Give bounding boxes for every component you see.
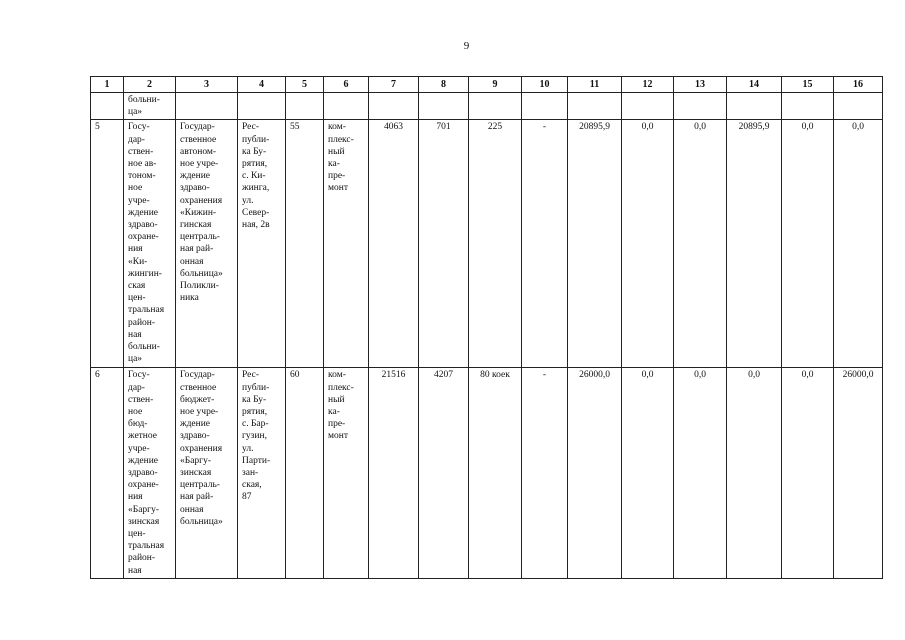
table-cell: 26000,0 [579,370,610,381]
table-cell: 21516 [381,370,406,381]
col-header: 4 [238,77,286,93]
table-cell: 0,0 [641,370,654,381]
table-cell: 4207 [434,370,453,381]
col-header: 15 [782,77,834,93]
col-header: 8 [419,77,469,93]
table-cell: Государ- ственное автоном- ное учре- ждение здраво- охранения «Кижин- гинская централь- ная рай- онная больница» Поликли- ника [180,122,223,304]
table-cell: Госу- дар- ствен- ное бюд- жетное учре- ждение здраво- охране- ния «Баргу- зинская цен- тральная район- ная [128,370,165,576]
col-header: 14 [727,77,782,93]
table-cell: ком- плекс- ный ка- пре- монт [328,122,354,194]
continuation-row [91,93,883,120]
col-header: 10 [522,77,568,93]
table-cell: ком- плекс- ный ка- пре- монт [328,370,354,442]
table-cell: больни- ца» [128,95,160,118]
table-cell: 60 [290,370,300,381]
col-header: 5 [286,77,324,93]
page-number: 9 [463,40,470,52]
col-header: 7 [369,77,419,93]
table-cell: - [542,122,547,133]
table-cell: 0,0 [748,370,760,381]
table-cell: Рес- публи- ка Бу- рятия, с. Бар- гузин, ул. Парти- зан- ская, 87 [242,370,271,503]
col-header: 1 [91,77,124,93]
table-cell: Рес- публи- ка Бу- рятия, с. Ки- жинга, ул. Север- ная, 2в [242,122,270,231]
table-cell: 4063 [384,122,403,133]
table-cell: Госу- дар- ствен- ное ав- тоном- ное учре- ждение здраво- охране- ния «Ки- жингин- ская цен- тральная район- ная больни- ца» [128,122,165,365]
data-table [90,76,883,579]
table-cell: 20895,9 [738,122,770,133]
table-cell: - [542,370,547,381]
table-cell: 0,0 [852,122,864,133]
col-header: 2 [124,77,176,93]
table-cell: 26000,0 [842,370,874,381]
col-header: 9 [469,77,522,93]
col-header: 6 [324,77,369,93]
table-cell: 701 [436,122,451,133]
table-cell: 0,0 [801,122,814,133]
table-cell: Государ- ственное бюджет- ное учре- ждение здраво- охранения «Баргу- зинская централь- ная рай- онная больница» [180,370,223,527]
col-header: 16 [834,77,883,93]
col-header: 3 [176,77,238,93]
table-cell: 0,0 [801,370,814,381]
table-row [91,120,883,368]
table-cell: 55 [290,122,300,133]
table-cell: 225 [487,122,503,133]
col-header: 11 [568,77,622,93]
table-cell: 0,0 [641,122,654,133]
table-cell: 0,0 [694,122,706,133]
table-row [91,368,883,578]
col-header: 12 [622,77,674,93]
col-header: 13 [674,77,727,93]
row-number: 5 [95,122,100,133]
row-number: 6 [95,370,100,381]
header-row [91,77,883,93]
table-cell: 20895,9 [579,122,610,133]
table-cell: 80 коек [480,370,510,381]
table-cell: 0,0 [694,370,706,381]
